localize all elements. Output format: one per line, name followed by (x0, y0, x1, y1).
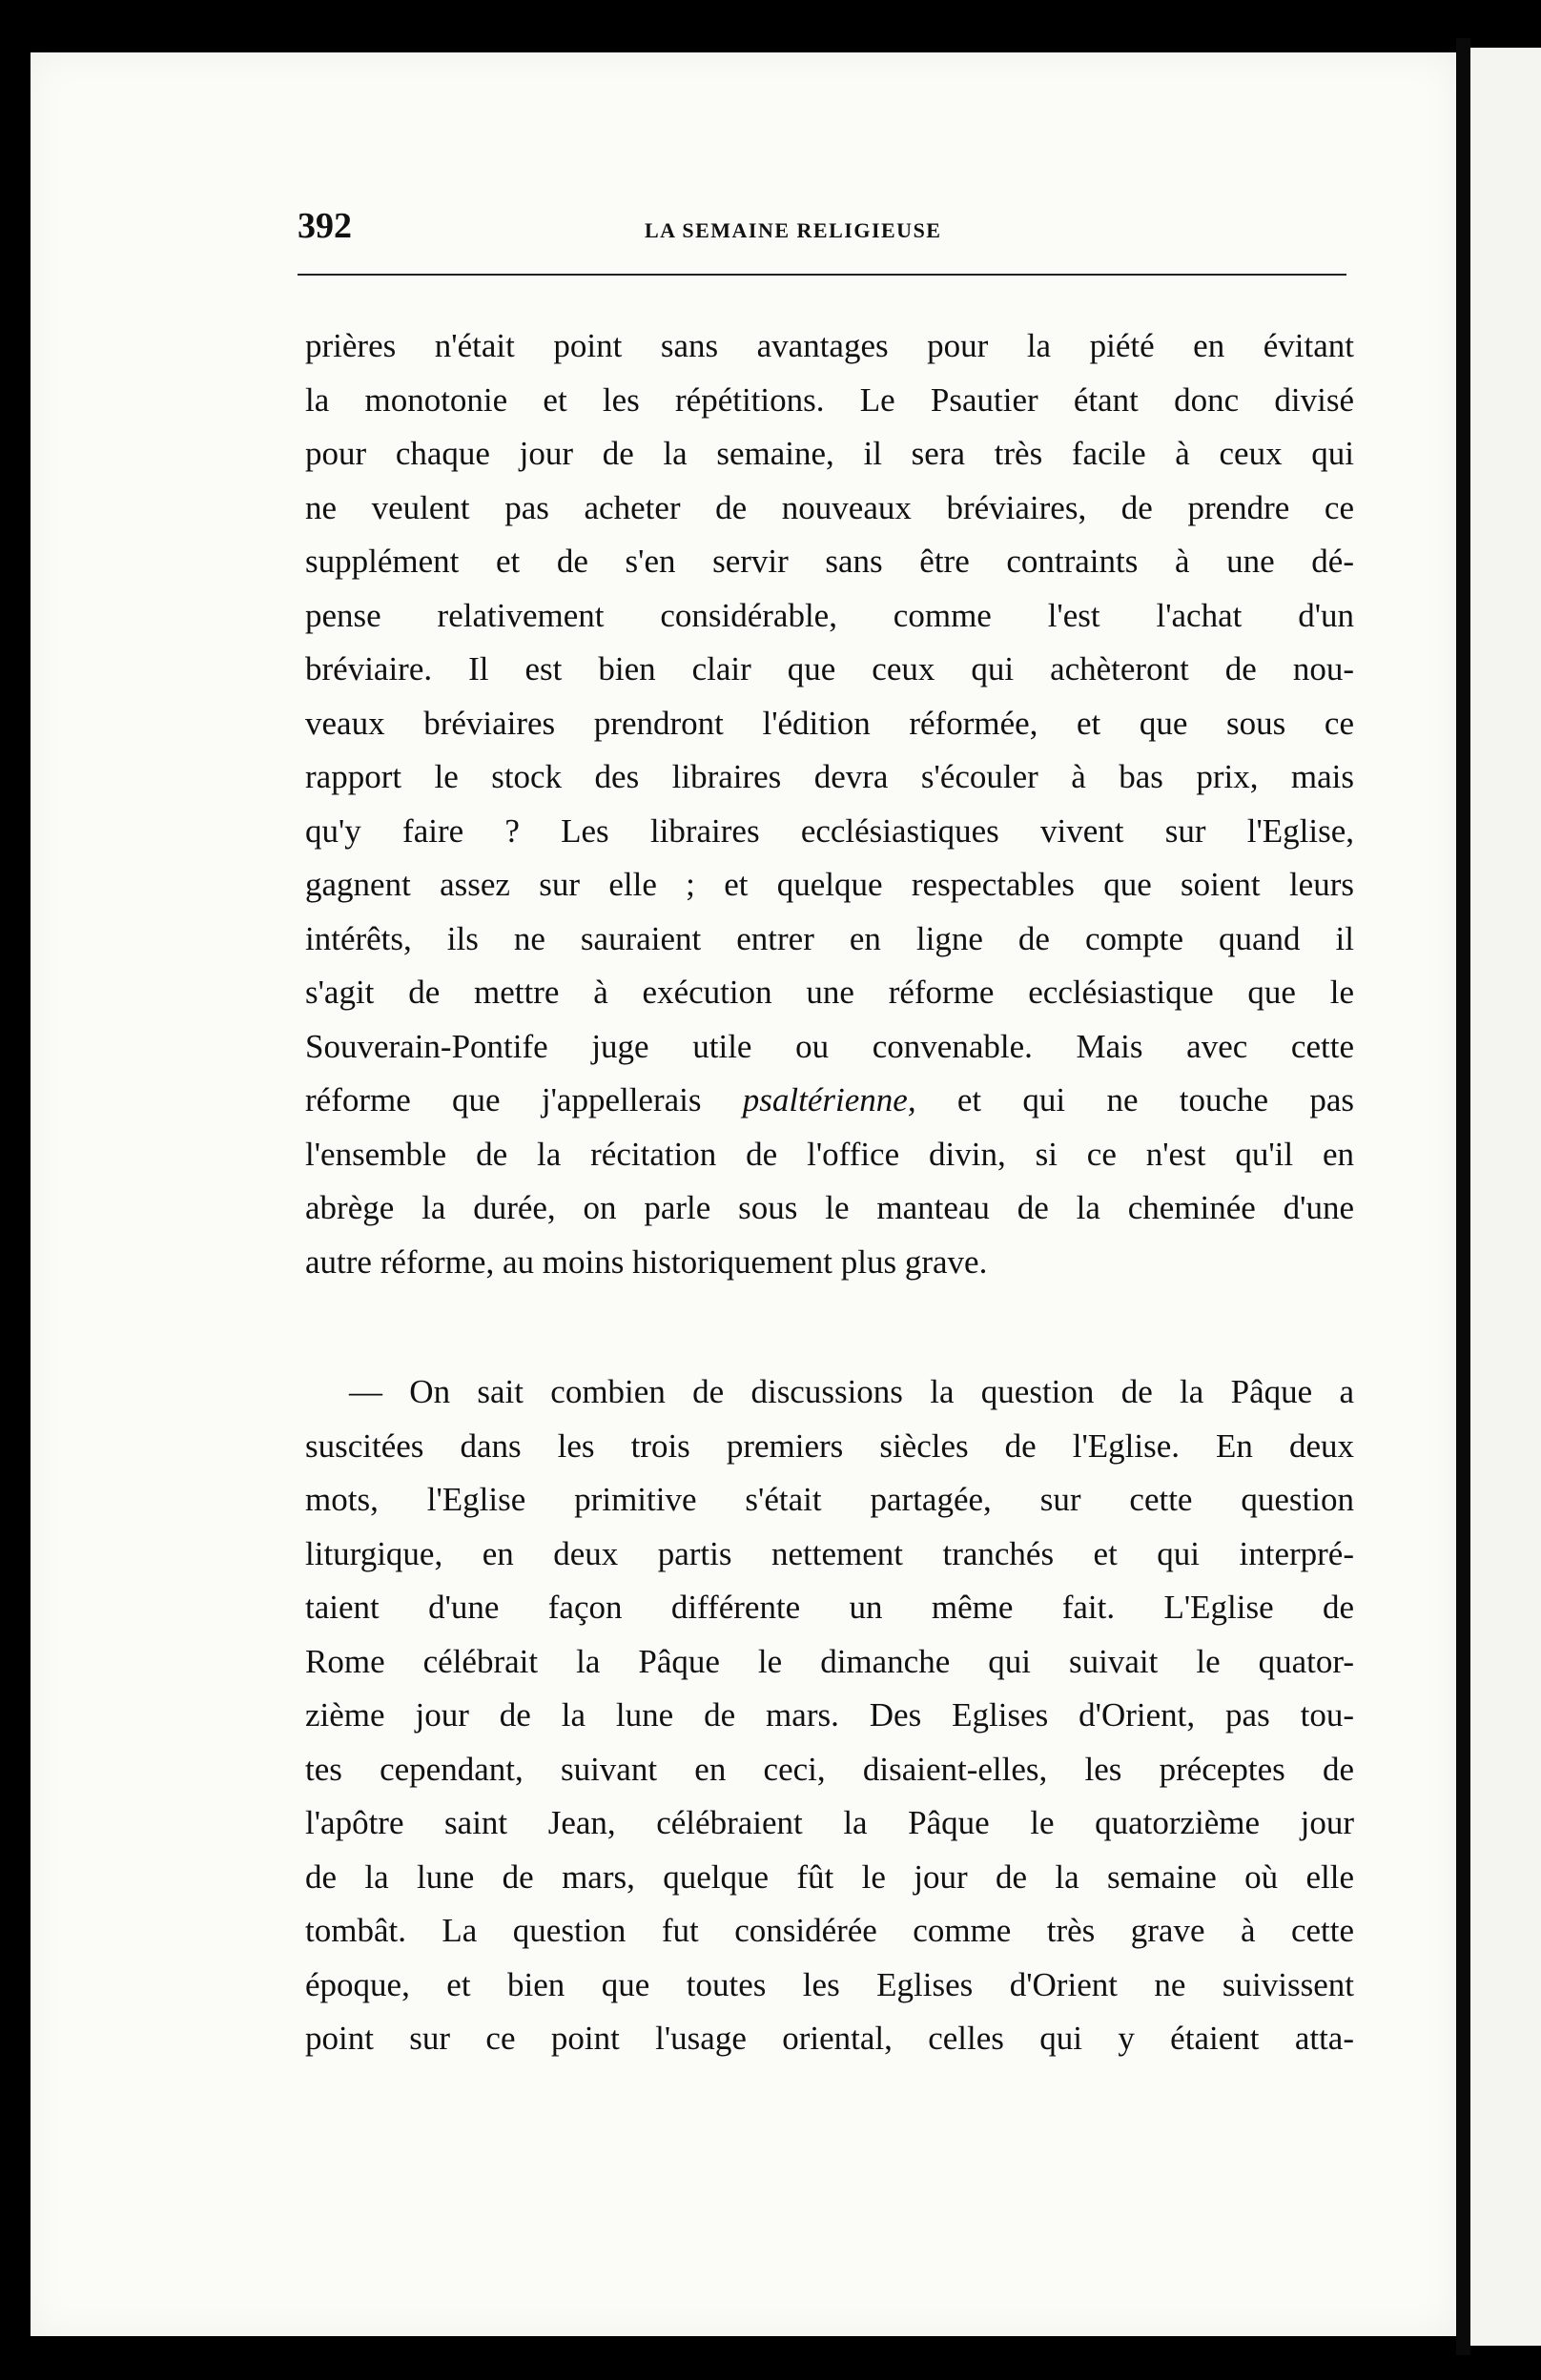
text-line: liturgique, en deux partis nettement tranchés et qui interpré- (305, 1534, 1354, 1572)
body-text (305, 319, 1354, 2066)
header-rule (298, 274, 1346, 276)
text-line: l'ensemble de la récitation de l'office divin, si ce n'est qu'il en (305, 1135, 1354, 1173)
text-line: prières n'était point sans avantages pour la piété en évitant (305, 327, 1354, 364)
facing-page-edge (1470, 48, 1541, 2346)
text-line: l'apôtre saint Jean, célébraient la Pâque le quatorzième jour (305, 1804, 1354, 1841)
text-line: s'agit de mettre à exécution une réforme ecclésiastique que le (305, 974, 1354, 1011)
text-line: rapport le stock des libraires devra s'écouler à bas prix, mais (305, 758, 1354, 795)
page-number: 392 (298, 206, 352, 246)
text-line: mots, l'Eglise primitive s'était partagée, sur cette question (305, 1481, 1354, 1518)
text-segment: et qui ne touche pas (956, 1081, 1354, 1118)
paragraph-gap (305, 1289, 1354, 1365)
paragraph-2 (305, 1365, 1354, 2066)
text-line (305, 1074, 1354, 1128)
text-line: Souverain-Pontife juge utile ou convenable. Mais avec cette (305, 1027, 1354, 1065)
page-header (298, 205, 1346, 246)
text-line: gagnent assez sur elle ; et quelque respectables que soient leurs (305, 866, 1354, 903)
text-line: suscitées dans les trois premiers siècles de l'Eglise. En deux (305, 1426, 1354, 1465)
text-line: taient d'une façon différente un même fait. L'Eglise de (305, 1589, 1354, 1626)
text-line: zième jour de la lune de mars. Des Eglises d'Orient, pas tou- (305, 1696, 1354, 1734)
paragraph-1 (305, 319, 1354, 1289)
text-line: la monotonie et les répétitions. Le Psautier étant donc divisé (305, 380, 1354, 419)
text-line: ne veulent pas acheter de nouveaux bréviaires, de prendre ce (305, 488, 1354, 526)
text-line: tes cependant, suivant en ceci, disaient-elles, les préceptes de (305, 1750, 1354, 1788)
running-title: LA SEMAINE RELIGIEUSE (645, 218, 942, 242)
text-line: de la lune de mars, quelque fût le jour de la semaine où elle (305, 1857, 1354, 1896)
text-line: Rome célébrait la Pâque le dimanche qui suivait le quator- (305, 1642, 1354, 1680)
book-gutter (1456, 38, 1470, 2355)
text-line: — On sait combien de discussions la question de la Pâque a (349, 1373, 1354, 1410)
text-line: pour chaque jour de la semaine, il sera très facile à ceux qui (305, 435, 1354, 472)
text-line: point sur ce point l'usage oriental, celles qui y étaient atta- (305, 2020, 1354, 2057)
text-line: supplément et de s'en servir sans être contraints à une dé- (305, 543, 1354, 580)
text-line: veaux bréviaires prendront l'édition réformée, et que sous ce (305, 704, 1354, 742)
text-line: autre réforme, au moins historiquement plus grave. (305, 1242, 988, 1281)
text-line: intérêts, ils ne sauraient entrer en ligne de compte quand il (305, 919, 1354, 957)
text-line: tombât. La question fut considérée comme très grave à cette (305, 1912, 1354, 1949)
text-line: abrège la durée, on parle sous le manteau de la cheminée d'une (305, 1189, 1354, 1226)
text-line: qu'y faire ? Les libraires ecclésiastiques vivent sur l'Eglise, (305, 811, 1354, 850)
text-segment: réforme que j'appellerais (305, 1081, 702, 1118)
text-line: époque, et bien que toutes les Eglises d'Orient ne suivissent (305, 1965, 1354, 2003)
text-line: bréviaire. Il est bien clair que ceux qui achèteront de nou- (305, 650, 1354, 687)
italic-word: psaltérienne, (742, 1081, 916, 1118)
text-line: pense relativement considérable, comme l'est l'achat d'un (305, 596, 1354, 634)
